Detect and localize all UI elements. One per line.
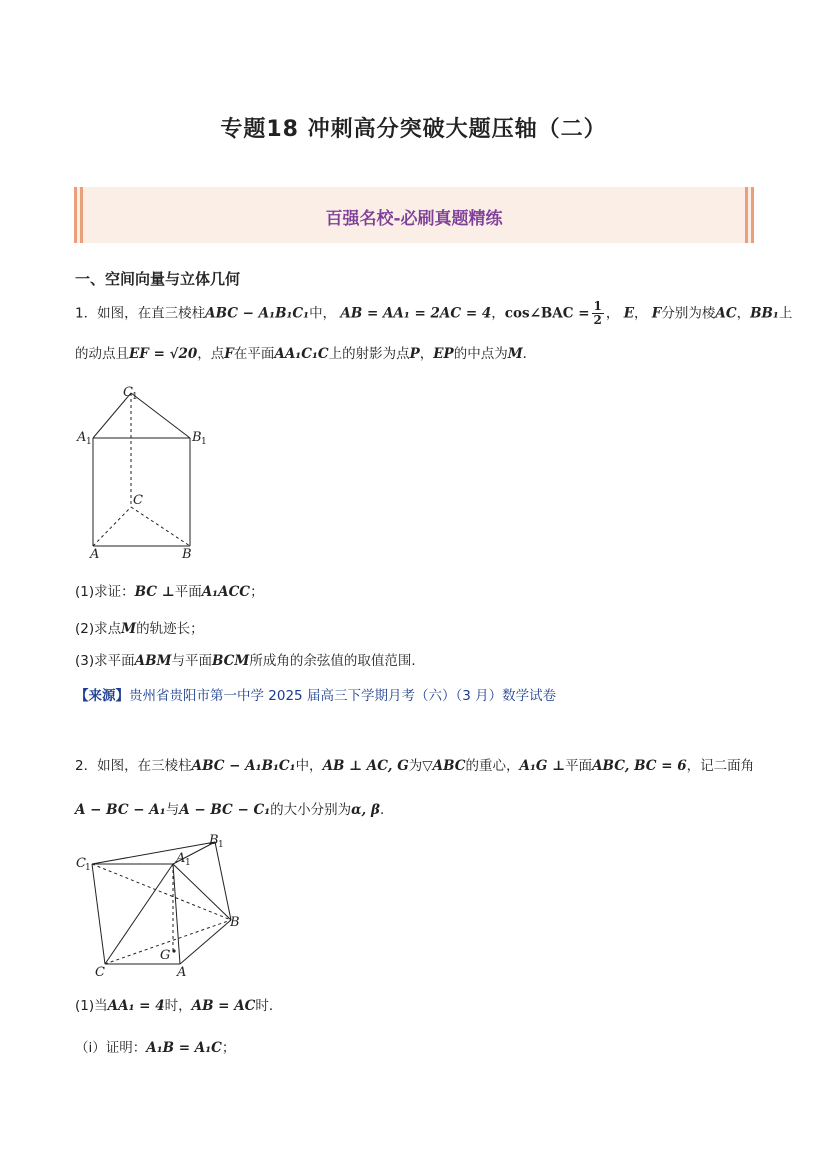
q1-text: (3)求平面 <box>75 653 135 669</box>
label-c1-sub: 1 <box>85 863 91 873</box>
q1-text: 上的射影为点 <box>328 346 410 362</box>
q2-prism: ABC − A₁B₁C₁ <box>191 758 296 774</box>
frac-num: 1 <box>593 299 602 313</box>
q1-fraction <box>592 300 604 327</box>
q1-part2 <box>75 619 204 639</box>
q1-text: 的动点且 <box>75 346 129 362</box>
q2-math: A − BC − C₁ <box>179 802 271 818</box>
q2-math: α, β <box>351 802 380 818</box>
edge-a1b <box>173 864 231 920</box>
q1-line2 <box>75 344 536 364</box>
label-c1: C <box>76 856 86 871</box>
label-a1-sub: 1 <box>185 858 191 868</box>
banner-text: 百强名校-必刷真题精练 <box>325 209 503 229</box>
q2-text: 平面 <box>565 758 593 774</box>
point-g <box>172 949 175 952</box>
page-title: 专题18 冲刺高分突破大题压轴（二） <box>220 117 607 142</box>
q2-text: 中， <box>295 758 323 774</box>
q1-text: 所成角的余弦值的取值范围． <box>249 653 425 669</box>
q1-cos: cos∠BAC = <box>504 305 590 322</box>
q2-text: ； <box>221 1040 236 1056</box>
q1-text: 1．如图，在直三棱柱 <box>75 305 206 322</box>
label-a: A <box>90 547 100 562</box>
q2-text: 为 <box>408 758 423 774</box>
q1-math: A₁ACC <box>201 584 251 600</box>
q1-text: 的轨迹长； <box>136 621 204 637</box>
q1-text: ； <box>250 584 264 600</box>
q2-math: A₁G ⊥ <box>519 758 566 774</box>
q1-ac: AC <box>715 305 737 322</box>
q1-math: BC ⊥ <box>134 584 175 600</box>
q2-part1i <box>75 1038 235 1058</box>
q1-text: (2)求点 <box>75 621 122 637</box>
label-b1-sub: 1 <box>218 840 224 850</box>
q2-text: ，记二面角 <box>686 758 755 774</box>
figure-prism-2 <box>70 830 250 980</box>
q1-part1 <box>75 582 264 602</box>
q1-plane: AA₁C₁C <box>274 346 329 362</box>
q1-text: ， <box>736 305 751 322</box>
q2-part1 <box>75 996 282 1016</box>
q1-f2: F <box>224 346 234 362</box>
q1-text: ，点 <box>197 346 225 362</box>
q1-part3 <box>75 651 425 671</box>
q2-math: ▽ABC <box>422 758 466 774</box>
edge-c1c <box>92 864 105 964</box>
q2-text: 的大小分别为 <box>270 802 352 818</box>
edge-ac-hidden <box>93 507 131 546</box>
label-g: G <box>160 948 171 963</box>
q2-math: AB ⊥ AC, G <box>322 758 409 774</box>
edge-cb-hidden <box>131 507 190 546</box>
q1-text: (1)求证： <box>75 584 135 600</box>
q2-text: 的重心， <box>465 758 520 774</box>
q1-text: 的中点为 <box>453 346 508 362</box>
q1-text: 中， <box>309 305 337 322</box>
q1-math: ABM <box>134 653 172 669</box>
q2-text: 时． <box>255 998 283 1014</box>
q1-text: 分别为棱 <box>661 305 716 322</box>
q1-line1 <box>75 300 792 327</box>
q1-text: ， <box>419 346 434 362</box>
label-a: A <box>177 965 187 980</box>
q1-e: E <box>623 305 634 322</box>
edge-c1b-hidden <box>92 864 231 920</box>
q1-math: BCM <box>211 653 250 669</box>
q2-line2 <box>75 800 393 820</box>
label-a1-sub: 1 <box>86 437 92 447</box>
q1-eq: AB = AA₁ = 2AC = 4 <box>340 305 492 322</box>
label-c: C <box>95 965 105 980</box>
label-c1: C <box>123 385 133 400</box>
label-c: C <box>133 493 143 508</box>
source-text: 贵州省贵阳市第一中学 2025 届高三下学期月考（六）（3 月）数学试卷 <box>129 688 557 704</box>
section-title: 一、空间向量与立体几何 <box>75 270 241 288</box>
q1-bb1: BB₁ <box>750 305 779 322</box>
edge-c1b1 <box>131 393 190 438</box>
edge-b1b <box>215 842 231 920</box>
q1-text: ， <box>491 305 505 322</box>
q1-text: ， <box>633 305 648 322</box>
q1-p: P <box>409 346 420 362</box>
q2-text: ． <box>379 802 394 818</box>
q1-ep: EP <box>433 346 454 362</box>
frac-den: 2 <box>593 313 602 327</box>
q1-text: ． <box>522 346 537 362</box>
edge-c1b1 <box>92 842 215 864</box>
q2-text: 2．如图，在三棱柱 <box>75 758 192 774</box>
q1-f: F <box>651 305 662 322</box>
section-banner <box>74 187 754 243</box>
label-a1: A <box>176 851 186 866</box>
edge-ab <box>180 920 231 964</box>
label-b: B <box>182 547 192 562</box>
q1-text: 平面 <box>174 584 202 600</box>
q1-math: M <box>121 621 137 637</box>
q1-source <box>75 686 556 706</box>
label-b1-sub: 1 <box>201 437 207 447</box>
edge-a1a <box>173 864 180 964</box>
source-tag: 【来源】 <box>75 688 129 704</box>
q2-text: 与 <box>165 802 180 818</box>
figure-prism-1 <box>70 380 220 565</box>
label-a1: A <box>77 430 87 445</box>
q2-text: （i）证明： <box>75 1040 147 1056</box>
q2-math: AA₁ = 4 <box>107 998 165 1014</box>
label-b: B <box>230 915 240 930</box>
q1-text: 与平面 <box>171 653 212 669</box>
q2-text: 时， <box>164 998 192 1014</box>
q1-prism: ABC − A₁B₁C₁ <box>205 305 310 322</box>
q2-math: AB = AC <box>191 998 256 1014</box>
q1-text: 上 <box>778 305 793 322</box>
q2-math: A₁B = A₁C <box>146 1040 222 1056</box>
label-c1-sub: 1 <box>132 392 138 402</box>
q1-ef: EF = √20 <box>129 346 198 362</box>
q2-math: A − BC − A₁ <box>75 802 166 818</box>
q1-text: ， <box>605 305 620 322</box>
q2-line1 <box>75 756 754 776</box>
q1-m: M <box>507 346 523 362</box>
label-b1: B <box>209 833 219 848</box>
label-b1: B <box>192 430 202 445</box>
q2-math: ABC, BC = 6 <box>592 758 687 774</box>
q2-text: (1)当 <box>75 998 108 1014</box>
q1-text: 在平面 <box>233 346 275 362</box>
